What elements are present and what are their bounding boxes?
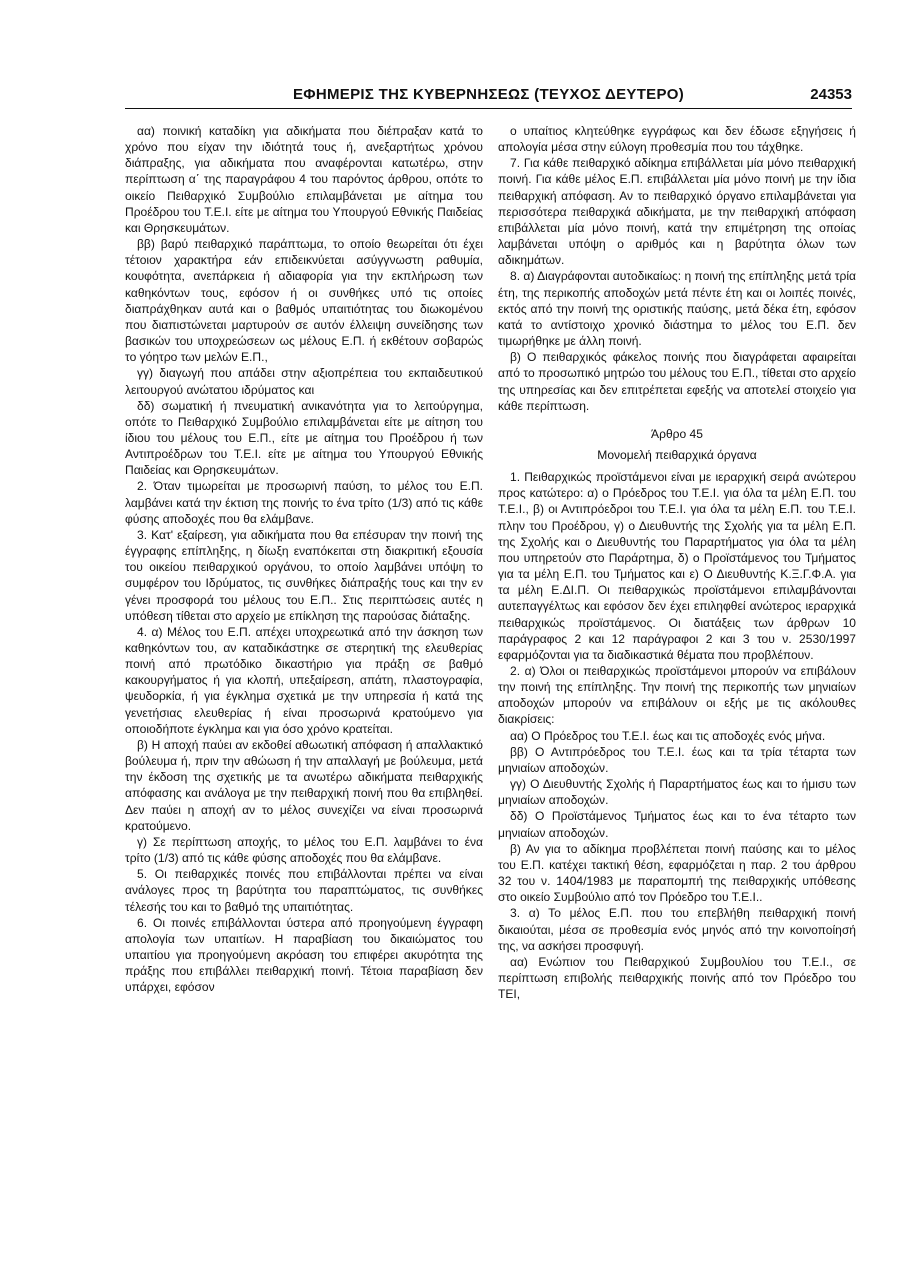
page-number: 24353 <box>810 86 852 103</box>
paragraph: 2. Όταν τιμωρείται με προσωρινή παύση, το μέλος του Ε.Π. λαμβάνει κατά την έκτιση της ποινής το ένα τρίτο (1/3) από τις κάθε φύσης αποδοχές που θα ελάμβανε. <box>125 479 483 526</box>
paragraph: ββ) βαρύ πειθαρχικό παράπτωμα, το οποίο θεωρείται ότι έχει τέτοιον χαρακτήρα εάν επιδεικνύεται ασύγγνωστη ραθυμία, κουφότητα, ανεπάρκεια ή αδιαφορία για την εκπλήρωση των καθηκόντων τους, εφόσον ή οι συνθήκες υπό τις οποίες διαπράχθηκαν αυτά και ο βαθμός υπαιτιότητας του διωκομένου που διαπιστώνεται μαρτυρούν σε αυτόν έλλειψη συνείδησης των βασικών του υποχρεώσεων ως μέλους Ε.Π. ή εκθέτουν σοβαρώς το γόητρο των μελών Ε.Π., <box>125 237 483 365</box>
paragraph: αα) Ενώπιον του Πειθαρχικού Συμβουλίου του Τ.Ε.Ι., σε περίπτωση επιβολής πειθαρχικής ποινής από τον Πρόεδρο του ΤΕΙ, <box>498 954 856 1002</box>
paragraph: ββ) Ο Αντιπρόεδρος του Τ.Ε.Ι. έως και τα τρία τέταρτα των μηνιαίων αποδοχών. <box>498 744 856 775</box>
right-column <box>498 123 856 1002</box>
paragraph: 4. α) Μέλος του Ε.Π. απέχει υποχρεωτικά από την άσκηση των καθηκόντων του, αν καταδικάστηκε σε στερητική της ελευθερίας ποινή από πρωτόδικο δικαστήριο για πράξη σε βαθμό κακουργήματος ή για κλοπή, υπεξαίρεση, απάτη, πλαστογραφία, ψευδορκία, ή για έγκλημα σχετικά με την υπηρεσία ή κατά της γενετήσιας ελευθερίας ή είναι προσωρινά κρατούμενο για οποιοδήποτε έγκλημα και για όσο χρόνο κρατείται. <box>125 624 483 736</box>
paragraph: γ) Σε περίπτωση αποχής, το μέλος του Ε.Π. λαμβάνει το ένα τρίτο (1/3) από τις κάθε φύσης αποδοχές που θα ελάμβανε. <box>125 834 483 866</box>
paragraph: β) Η αποχή παύει αν εκδοθεί αθωωτική απόφαση ή απαλλακτικό βούλευμα ή, πριν την αθώωση ή την απαλλαγή με βούλευμα, μετά την έκδοση της σχετικής με τα ανωτέρω αδικήματα πειθαρχικής απόφασης και ανάλογα με την πειθαρχική ποινή που θα επιβληθεί. Δεν παύει η αποχή αν το μέλος συνεχίζει να είναι προσωρινά κρατούμενο. <box>125 737 483 833</box>
paragraph: β) Ο πειθαρχικός φάκελος ποινής που διαγράφεται αφαιρείται από το προσωπικό μητρώο του μέλους του Ε.Π., τίθεται στο αρχείο της υπηρεσίας και δεν επιτρέπεται εφεξής να αποτελεί στοιχείο για κάθε περίπτωση. <box>498 350 856 413</box>
paragraph: 5. Οι πειθαρχικές ποινές που επιβάλλονται πρέπει να είναι ανάλογες προς τη βαρύτητα του παραπτώματος, τις συνθήκες τέλεσής του και το βαθμό της υπαιτιότητας. <box>125 867 483 914</box>
left-column <box>125 123 483 995</box>
paragraph: γγ) διαγωγή που απάδει στην αξιοπρέπεια του εκπαιδευτικού λειτουργού ανώτατου ιδρύματος και <box>125 366 483 397</box>
paragraph: 3. α) Το μέλος Ε.Π. που του επεβλήθη πειθαρχική ποινή δικαιούται, μέσα σε προθεσμία ενός μηνός από την κοινοποίησή της, να ασκήσει προσφυγή. <box>498 906 856 953</box>
article-title: Μονομελή πειθαρχικά όργανα <box>597 447 757 462</box>
article-number: Άρθρο 45 <box>651 426 703 441</box>
paragraph: ο υπαίτιος κλητεύθηκε εγγράφως και δεν έδωσε εξηγήσεις ή απολογία μέσα στην εύλογη προθεσμία που του τάχθηκε. <box>498 124 856 155</box>
paragraph: 8. α) Διαγράφονται αυτοδικαίως: η ποινή της επίπληξης μετά τρία έτη, της περικοπής αποδοχών μετά πέντε έτη και οι λοιπές ποινές, εκτός από την ποινή της οριστικής παύσης, μετά δέκα έτη, εφόσον κατά το αντίστοιχο χρονικό διάστημα το μέλος του Ε.Π. δεν τιμωρήθηκε με άλλη ποινή. <box>498 269 856 349</box>
paragraph: δδ) Ο Προϊστάμενος Τμήματος έως και το ένα τέταρτο των μηνιαίων αποδοχών. <box>498 809 856 840</box>
gazette-title: ΕΦΗΜΕΡΙΣ ΤΗΣ ΚΥΒΕΡΝΗΣΕΩΣ (ΤΕΥΧΟΣ ΔΕΥΤΕΡΟ) <box>292 86 685 103</box>
paragraph: 7. Για κάθε πειθαρχικό αδίκημα επιβάλλεται μία μόνο πειθαρχική ποινή. Για κάθε μέλος Ε.Π. επιβάλλεται μία μόνο ποινή με την ίδια πειθαρχική απόφαση. Αν το πειθαρχικό όργανο επιλαμβάνεται για περισσότερα πειθαρχικά αδικήματα, με την πειθαρχική απόφαση επιβάλλεται μία μόνο ποινή, κατά την επιμέτρηση της οποίας λαμβάνεται υπόψη ο αριθμός και η βαρύτητα όλων των αδικημάτων. <box>498 156 856 268</box>
paragraph: 1. Πειθαρχικώς προϊστάμενοι είναι με ιεραρχική σειρά ανώτερου προς κατώτερο: α) ο Πρόεδρος του Τ.Ε.Ι. για όλα τα μέλη Ε.Π. του Τ.Ε.Ι., β) οι Αντιπρόεδροι του Τ.Ε.Ι. για όλα τα μέλη Ε.Π. του Τ.Ε.Ι. πλην του Προέδρου, γ) ο Διευθυντής της Σχολής για τα μέλη Ε.Π. της Σχολής και ο Διευθυντής του Παραρτήματος για όλα τα μέλη που υπηρετούν στο Παράρτημα, δ) ο Προϊστάμενος του Τμήματος για τα μέλη Ε.Π. του Τμήματος και ε) Ο Διευθυντής Κ.Ξ.Γ.Φ.Α. για τα μέλη Ε.ΔΙ.Π. Οι πειθαρχικώς προϊστάμενοι επιλαμβάνονται αυτεπαγγέλτως και εφόσον δεν έχει επιληφθεί ανώτερος ιεραρχικά πειθαρχικώς προϊστάμενος. Οι διατάξεις των άρθρων 10 παράγραφος 2 και 12 παράγραφοι 2 και 3 του ν. 2530/1997 εφαρμόζονται για τα διαδικαστικά θέματα που προβλέπουν. <box>498 470 856 662</box>
paragraph: αα) ποινική καταδίκη για αδικήματα που διέπραξαν κατά το χρόνο που είχαν την ιδιότητά τους ή, ανεξαρτήτως χρόνου διάπραξης, για αδικήματα που αναφέρονται κατωτέρω, στην περίπτωση α΄ της παραγράφου 4 του παρόντος άρθρου, οπότε το οικείο Πειθαρχικό Συμβούλιο επιλαμβάνεται με αίτημα του Προέδρου του Τ.Ε.Ι. είτε με αίτημα του Υπουργού Εθνικής Παιδείας και Θρησκευμάτων. <box>125 124 483 235</box>
paragraph: 2. α) Όλοι οι πειθαρχικώς προϊστάμενοι μπορούν να επιβάλουν την ποινή της επίπληξης. Την ποινή της περικοπής των μηνιαίων αποδοχών μπορούν να επιβάλουν οι εξής με τις ακόλουθες διακρίσεις: <box>498 664 856 727</box>
paragraph: δδ) σωματική ή πνευματική ανικανότητα για το λειτούργημα, οπότε το Πειθαρχικό Συμβούλιο επιλαμβάνεται είτε με αίτηση του ίδιου του μέλους του Ε.Π., είτε με αίτημα του Προέδρου ή των Αντιπροέδρων του Τ.Ε.Ι. είτε με αίτημα του Υπουργού Εθνικής Παιδείας και Θρησκευμάτων. <box>125 398 483 478</box>
paragraph: 3. Κατ' εξαίρεση, για αδικήματα που θα επέσυραν την ποινή της έγγραφης επίπληξης, η δίωξη εναπόκειται στη διακριτική εξουσία του οικείου πειθαρχικού οργάνου, το οποίο λαμβάνει υπόψη το συμφέρον του Ιδρύματος, τις συνθήκες διάπραξής τους και την εν γένει προσφορά του μέλους του Ε.Π.. Στις περιπτώσεις αυτές η υπόθεση τίθεται στο αρχείο με επίκληση της παρούσας διάταξης. <box>125 527 483 623</box>
paragraph: αα) Ο Πρόεδρος του Τ.Ε.Ι. έως και τις αποδοχές ενός μήνα. <box>510 728 826 743</box>
paragraph: γγ) Ο Διευθυντής Σχολής ή Παραρτήματος έως και το ήμισυ των μηνιαίων αποδοχών. <box>498 777 856 808</box>
page-header <box>125 84 852 109</box>
paragraph: β) Αν για το αδίκημα προβλέπεται ποινή παύσης και το μέλος του Ε.Π. κατέχει τακτική θέση, εφαρμόζεται η παρ. 2 του άρθρου 32 του ν. 1404/1983 με παραπομπή της πειθαρχικής υπόθεσης στο οικείο Συμβούλιο από τον Πρόεδρο του Τ.Ε.Ι.. <box>498 841 856 905</box>
paragraph: 6. Οι ποινές επιβάλλονται ύστερα από προηγούμενη έγγραφη απολογία των υπαιτίων. Η παραβίαση του δικαιώματος του υπαιτίου για προηγούμενη ακρόαση του επιφέρει ακυρότητα της πράξης που επιβάλλει πειθαρχική ποινή. Τέτοια παραβίαση δεν υπάρχει, εφόσον <box>125 915 483 995</box>
